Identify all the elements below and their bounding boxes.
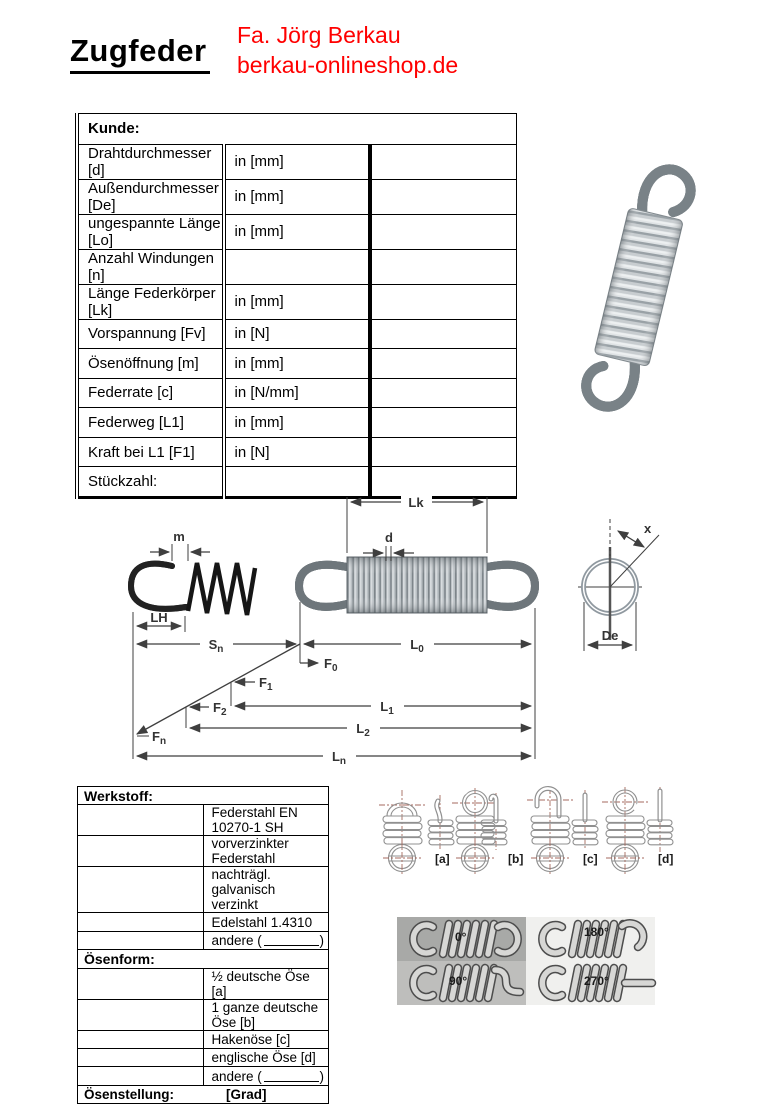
dim-label-l0: $L_0$ bbox=[410, 637, 424, 655]
extended-spring-drawing bbox=[299, 557, 535, 613]
spec-value-cell[interactable] bbox=[370, 319, 517, 349]
orientation-photo-grid bbox=[397, 917, 655, 1005]
orientation-photo-90deg bbox=[397, 961, 526, 1005]
spring-180deg-drawing bbox=[526, 917, 655, 961]
other-suffix: ) bbox=[319, 1068, 324, 1084]
other-prefix: andere ( bbox=[211, 1068, 262, 1084]
eyeform-header: Ösenform: bbox=[78, 950, 329, 968]
spec-unit: in [N/mm] bbox=[224, 378, 371, 408]
material-option: Edelstahl 1.4310 bbox=[203, 913, 329, 931]
table-row bbox=[78, 805, 329, 836]
eye-form-label-b: [b] bbox=[508, 852, 524, 866]
eyeform-checkbox-cell[interactable] bbox=[78, 968, 204, 999]
table-row bbox=[78, 1048, 329, 1066]
eye-form-c bbox=[527, 788, 598, 876]
dim-label-f0: $F_0$ bbox=[324, 656, 338, 674]
eye-position-label: Ösenstellung: bbox=[84, 1086, 175, 1102]
eyeform-checkbox-cell[interactable] bbox=[78, 1048, 204, 1066]
spec-value-cell[interactable] bbox=[370, 437, 517, 467]
dim-label-de: De bbox=[601, 628, 619, 643]
customer-spec-table bbox=[75, 113, 517, 499]
customer-header: Kunde: bbox=[77, 114, 517, 145]
spec-label: Stückzahl: bbox=[77, 467, 224, 498]
spec-label: Kraft bei L1 [F1] bbox=[77, 437, 224, 467]
dim-label-lk: Lk bbox=[408, 495, 424, 510]
spec-unit: in [mm] bbox=[224, 284, 371, 319]
eye-position-unit: [Grad] bbox=[226, 1086, 267, 1102]
material-checkbox-cell[interactable] bbox=[78, 867, 204, 913]
table-row bbox=[78, 836, 329, 867]
dim-label-ln: $L_n$ bbox=[331, 749, 347, 767]
table-row bbox=[77, 144, 517, 179]
spec-value-cell[interactable] bbox=[370, 408, 517, 438]
dim-label-sn: $S_n$ bbox=[208, 637, 224, 655]
dim-label-f1: $F_1$ bbox=[259, 675, 273, 693]
eyeform-checkbox-cell[interactable] bbox=[78, 999, 204, 1030]
orientation-label: 90° bbox=[449, 974, 468, 988]
company-name: Fa. Jörg Berkau bbox=[237, 22, 401, 48]
dim-label-lh: LH bbox=[150, 610, 168, 625]
table-row bbox=[77, 249, 517, 284]
table-row bbox=[78, 1030, 329, 1048]
dim-label-f2: $F_2$ bbox=[213, 700, 227, 718]
table-row bbox=[78, 1067, 329, 1085]
table-row bbox=[77, 408, 517, 438]
material-eyeform-table bbox=[77, 786, 329, 1104]
fill-in-line[interactable] bbox=[264, 1072, 319, 1082]
spec-value-cell[interactable] bbox=[370, 214, 517, 249]
spec-label: Federweg [L1] bbox=[77, 408, 224, 438]
table-row bbox=[78, 950, 329, 968]
spec-label: Außendurchmesser [De] bbox=[77, 179, 224, 214]
spring-photo bbox=[560, 150, 780, 430]
spec-value-cell[interactable] bbox=[370, 249, 517, 284]
table-row bbox=[78, 931, 329, 949]
material-option: Federstahl EN 10270-1 SH bbox=[203, 805, 329, 836]
spec-unit: in [N] bbox=[224, 437, 371, 467]
small-spring-drawing bbox=[131, 563, 255, 615]
eye-form-a bbox=[379, 790, 454, 876]
material-checkbox-cell[interactable] bbox=[78, 913, 204, 931]
table-header-row bbox=[77, 114, 517, 145]
table-row bbox=[78, 1085, 329, 1103]
spec-unit: in [mm] bbox=[224, 349, 371, 379]
dim-label-m: m bbox=[173, 529, 185, 544]
table-row bbox=[77, 179, 517, 214]
spec-unit: in [mm] bbox=[224, 144, 371, 179]
spec-label: Anzahl Windungen [n] bbox=[77, 249, 224, 284]
eyeform-checkbox-cell[interactable] bbox=[78, 1030, 204, 1048]
dim-label-l2: $L_2$ bbox=[356, 721, 370, 739]
eye-form-d bbox=[602, 787, 673, 876]
material-option: nachträgl. galvanisch verzinkt bbox=[203, 867, 329, 913]
orientation-label: 180° bbox=[584, 925, 609, 939]
spec-label: ungespannte Länge [Lo] bbox=[77, 214, 224, 249]
company-url: berkau-onlineshop.de bbox=[237, 52, 459, 78]
dim-label-x: x bbox=[644, 521, 652, 536]
other-prefix: andere ( bbox=[211, 932, 262, 948]
dimension-diagram bbox=[95, 478, 695, 778]
fill-in-line[interactable] bbox=[264, 936, 319, 946]
eyeform-option: 1 ganze deutsche Öse [b] bbox=[203, 999, 329, 1030]
orientation-label: 270° bbox=[584, 974, 609, 988]
spec-label: Drahtdurchmesser [d] bbox=[77, 144, 224, 179]
page-title: Zugfeder bbox=[70, 33, 210, 74]
orientation-label: 0° bbox=[455, 930, 467, 944]
eye-position-row bbox=[78, 1085, 329, 1103]
eyeform-option: englische Öse [d] bbox=[203, 1048, 329, 1066]
spec-label: Vorspannung [Fv] bbox=[77, 319, 224, 349]
dimension-label-group bbox=[150, 495, 652, 767]
spec-value-cell[interactable] bbox=[370, 284, 517, 319]
eye-form-label-a: [a] bbox=[435, 852, 450, 866]
material-header: Werkstoff: bbox=[78, 787, 329, 805]
spec-unit: in [N] bbox=[224, 319, 371, 349]
eye-form-b bbox=[452, 783, 523, 876]
table-row bbox=[78, 867, 329, 913]
spec-label: Länge Federkörper [Lk] bbox=[77, 284, 224, 319]
dim-label-fn: $F_n$ bbox=[152, 729, 167, 747]
orientation-photo-180deg bbox=[526, 917, 655, 961]
table-row bbox=[78, 968, 329, 999]
spec-value-cell[interactable] bbox=[370, 179, 517, 214]
spec-label: Federrate [c] bbox=[77, 378, 224, 408]
company-block bbox=[237, 20, 458, 80]
table-row bbox=[77, 437, 517, 467]
material-checkbox-cell[interactable] bbox=[78, 836, 204, 867]
table-row bbox=[77, 349, 517, 379]
eye-form-label-d: [d] bbox=[658, 852, 674, 866]
material-option: vorverzinkter Federstahl bbox=[203, 836, 329, 867]
table-row bbox=[78, 787, 329, 805]
end-view-drawing bbox=[578, 519, 659, 640]
eyeform-option-other bbox=[203, 1067, 329, 1085]
other-suffix: ) bbox=[319, 932, 324, 948]
orientation-photo-270deg bbox=[526, 961, 655, 1005]
spec-value-cell[interactable] bbox=[370, 378, 517, 408]
table-row bbox=[78, 999, 329, 1030]
table-row bbox=[77, 319, 517, 349]
orientation-photo-0deg bbox=[397, 917, 526, 961]
material-checkbox-cell[interactable] bbox=[78, 931, 204, 949]
spring-photo-drawing bbox=[582, 162, 695, 415]
spec-value-cell[interactable] bbox=[370, 349, 517, 379]
spec-unit: in [mm] bbox=[224, 179, 371, 214]
eye-form-label-c: [c] bbox=[583, 852, 598, 866]
table-row bbox=[78, 913, 329, 931]
eyeform-checkbox-cell[interactable] bbox=[78, 1067, 204, 1085]
dim-label-l1: $L_1$ bbox=[380, 699, 394, 717]
table-row bbox=[77, 214, 517, 249]
eyeform-option: Hakenöse [c] bbox=[203, 1030, 329, 1048]
table-row bbox=[77, 284, 517, 319]
dim-label-d: d bbox=[385, 530, 393, 545]
spec-unit: in [mm] bbox=[224, 214, 371, 249]
spec-label: Ösenöffnung [m] bbox=[77, 349, 224, 379]
table-row bbox=[77, 378, 517, 408]
spec-unit bbox=[224, 249, 371, 284]
spec-value-cell[interactable] bbox=[370, 144, 517, 179]
eyeform-option: ½ deutsche Öse [a] bbox=[203, 968, 329, 999]
material-checkbox-cell[interactable] bbox=[78, 805, 204, 836]
material-option-other bbox=[203, 931, 329, 949]
eye-form-diagrams bbox=[375, 783, 705, 885]
spec-unit: in [mm] bbox=[224, 408, 371, 438]
